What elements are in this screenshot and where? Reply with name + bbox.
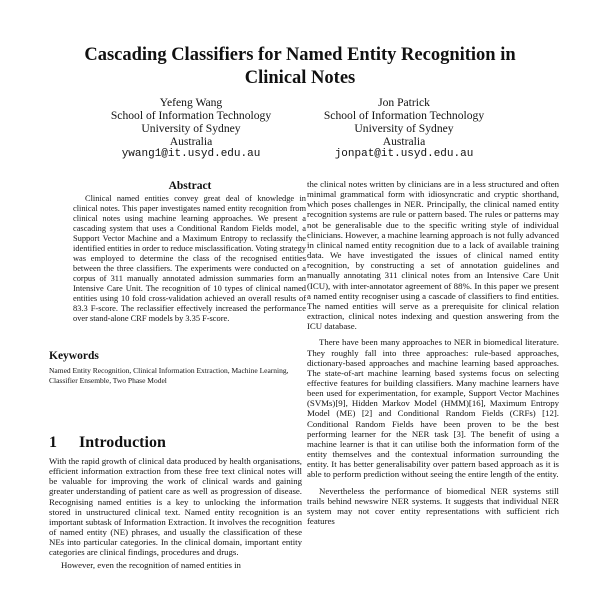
author-name: Jon Patrick bbox=[378, 96, 430, 109]
author-university: University of Sydney bbox=[354, 122, 454, 135]
abstract-heading: Abstract bbox=[168, 180, 212, 192]
keywords-text: Named Entity Recognition, Clinical Information Extraction, Machine Learning, Classifier Ensemble, Two Phase Model bbox=[49, 366, 289, 385]
author-block-2 bbox=[284, 96, 524, 161]
right-column-body bbox=[307, 179, 559, 526]
author-email: jonpat@it.usyd.edu.au bbox=[334, 148, 474, 160]
author-university: University of Sydney bbox=[141, 122, 241, 135]
keywords-heading: Keywords bbox=[49, 350, 99, 362]
body-paragraph: However, even the recognition of named entities in bbox=[61, 559, 241, 570]
author-affiliation: School of Information Technology bbox=[110, 109, 272, 122]
left-column-body bbox=[49, 456, 302, 570]
body-paragraph: the clinical notes written by clinicians are in a less structured and often minimal grammatical form with idiosyncratic and cryptic shorthand, which poses challenges in NER. Principally, the clinical named entity recognition systems are rule or pattern based. The rules or patterns may not be generalisable due to the specific writing style of individual clinicians. However, a machine learning approach is not fully advanced in clinical named entity recognition due to a lack of available training data. We have investigated the issues of clinical named entity recognition, by constructing a set of annotation guidelines and manually annotating 311 clinical notes from an Intensive Care Unit (ICU), with inter-annotator agreement of 88%. In this paper we present a named entity recogniser using a cascade of classifiers to find entities. The named entities will serve as a prerequisite for clinical relation extraction, clinical notes indexing and question answering from the ICU database. bbox=[307, 179, 559, 332]
section-heading-introduction bbox=[49, 434, 166, 452]
body-paragraph: With the rapid growth of clinical data produced by health organisations, efficient information extraction from these free text clinical notes will be valuable for improving the work of clinical wards and gaining greater understanding of patient care as well as progression of disease. Recognising named entities is a key to unlocking the information stored in unstructured clinical text. Named entity recognition is an important subtask of Information Extraction. It involves the recognition of named entity (NE) phrases, and usually the classification of these NEs into particular categories. In the clinical domain, important entity categories are clinical findings, procedures and drugs. bbox=[49, 456, 302, 558]
author-country: Australia bbox=[169, 135, 213, 148]
author-affiliation: School of Information Technology bbox=[323, 109, 485, 122]
author-name: Yefeng Wang bbox=[159, 96, 223, 109]
body-paragraph: Nevertheless the performance of biomedical NER systems still trails behind newswire NER systems. It suggests that individual NER system may not cover entity representations with sufficient rich features bbox=[307, 485, 559, 526]
author-block-1 bbox=[71, 96, 311, 161]
author-email: ywang1@it.usyd.edu.au bbox=[121, 148, 261, 160]
section-title: Introduction bbox=[79, 434, 166, 451]
paper-title: Cascading Classifiers for Named Entity Recognition in Clinical Notes bbox=[84, 45, 516, 88]
section-number: 1 bbox=[49, 434, 57, 451]
abstract-text: Clinical named entities convey great deal of knowledge in clinical notes. This paper investigates named entity recognition from clinical notes using machine learning approaches. We present a cascading system that uses a Conditional Random Fields model, a Support Vector Machine and a Maximum Entropy to reclassify the identified entities in order to reduce misclassification. Voting strategy was employed to determine the class of the recognised entities between the three classifiers. The experiments were conducted on a corpus of 311 manually annotated admission summaries form an Intensive Care Unit. The recognition of 10 types of clinical named entities using 10 fold cross-validation achieved an overall results of 83.3 F-score. The reclassifier effectively increased the performance over stand-alone CRF models by 3.35 F-score. bbox=[73, 194, 306, 323]
author-country: Australia bbox=[382, 135, 426, 148]
body-paragraph: There have been many approaches to NER in biomedical literature. They roughly fall into three approaches: rule-based approaches, dictionary-based approaches and machine learning based approaches. The state-of-art machine learning based systems focus on selecting effective features for building classifiers. Many machine learners have been used for experimentation, for example, Support Vector Machines (SVMs)[9], Hidden Markov Model (HMM)[16], Maximum Entropy Model (ME) [2] and Conditional Random Fields (CRFs) [12]. Conditional Random Fields have been proven to be the best performing learner for the NER task [3]. The benefit of using a machine learner is that it can utilise both the information form of the entity themselves and the contextual information surrounding the entity. It has better generalisability over pattern based approach as it is able to perform prediction without seeing the entire length of the entity. bbox=[307, 337, 559, 480]
